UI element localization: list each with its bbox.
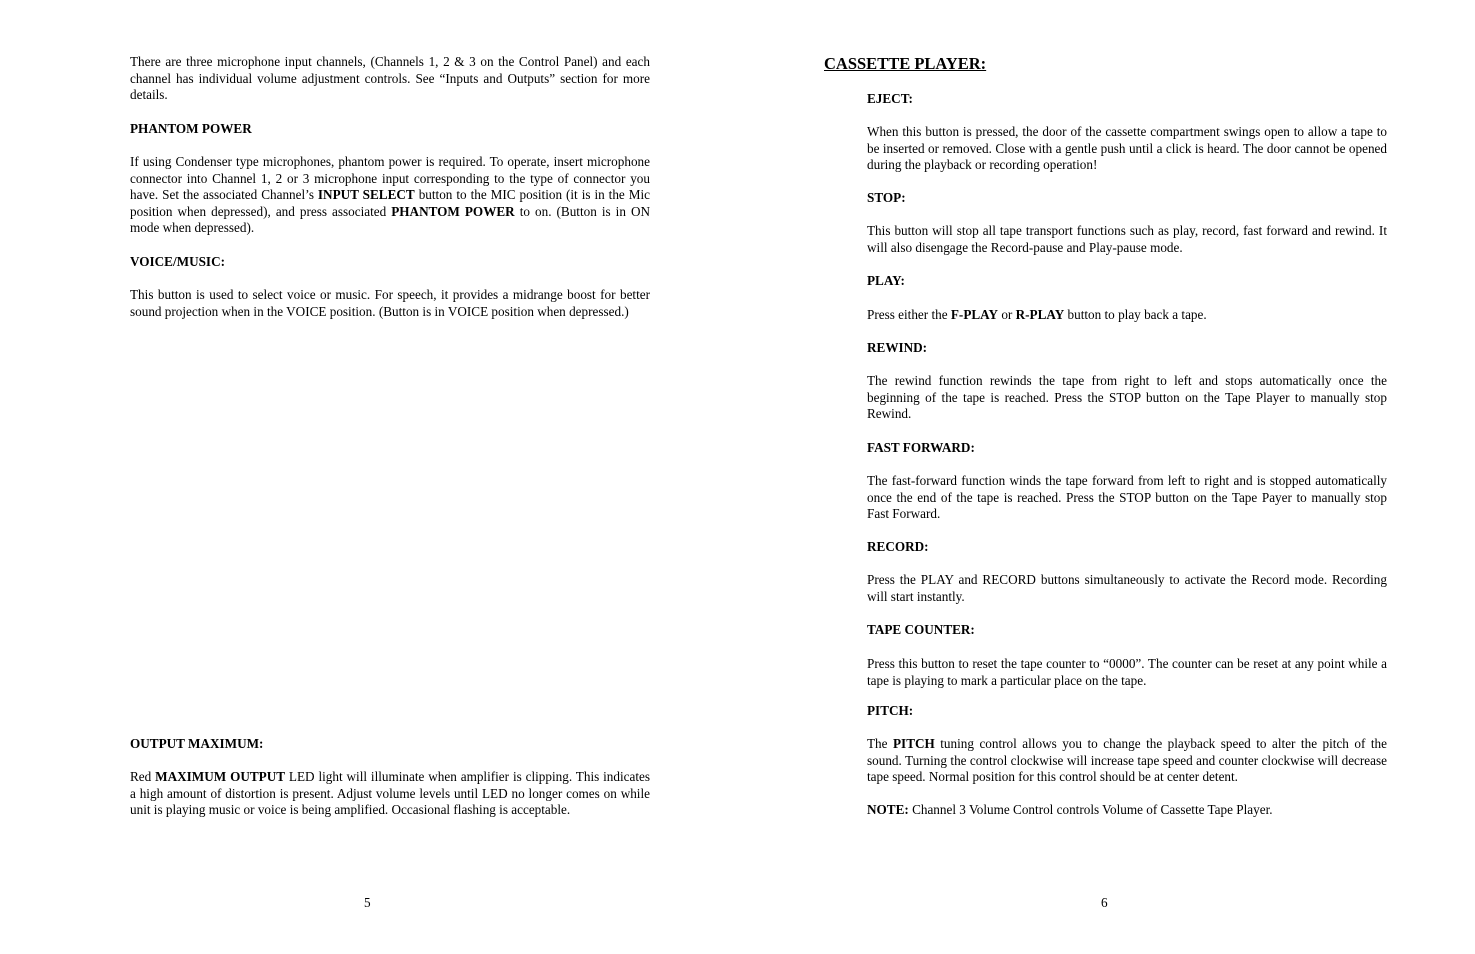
- f-play-term: F-PLAY: [950, 307, 999, 322]
- pitch-paragraph: The PITCH tuning control allows you to change the playback speed to alter the pitch of the sound. Turning the control clockwise will increase tape speed and counter clockwise will decrease tape speed. Normal position for this control should be at center detent.: [867, 736, 1387, 785]
- note-paragraph: NOTE: Channel 3 Volume Control controls Volume of Cassette Tape Player.: [867, 802, 1273, 817]
- output-maximum-paragraph: Red MAXIMUM OUTPUT LED light will illuminate when amplifier is clipping. This indicates a high amount of distortion is present. Adjust volume levels until LED no longer comes on while unit is playing music or voice is being amplified. Occasional flashing is acceptable.: [130, 769, 650, 818]
- maximum-output-term: MAXIMUM OUTPUT: [155, 769, 286, 784]
- r-play-term: R-PLAY: [1015, 307, 1065, 322]
- stop-paragraph: This button will stop all tape transport functions such as play, record, fast forward and rewind. It will also disengage the Record-pause and Play-pause mode.: [867, 223, 1387, 255]
- pitch-term: PITCH: [893, 736, 935, 751]
- rewind-paragraph: The rewind function rewinds the tape from right to left and stops automatically once the beginning of the tape is reached. Press the STOP button on the Tape Player to manually stop Rewind.: [867, 373, 1387, 422]
- record-heading: RECORD:: [867, 539, 929, 554]
- play-paragraph: Press either the F-PLAY or R-PLAY button to play back a tape.: [867, 307, 1207, 322]
- voice-music-paragraph: This button is used to select voice or music. For speech, it provides a midrange boost for better sound projection when in the VOICE position. (Button is in VOICE position when depressed.): [130, 287, 650, 319]
- phantom-power-term: PHANTOM POWER: [391, 203, 515, 219]
- intro-paragraph: There are three microphone input channels, (Channels 1, 2 & 3 on the Control Panel) and each channel has individual volume adjustment controls. See “Inputs and Outputs” section for more details.: [130, 54, 650, 103]
- phantom-power-heading: PHANTOM POWER: [130, 121, 252, 136]
- fast-forward-paragraph: The fast-forward function winds the tape forward from left to right and is stopped automatically once the end of the tape is reached. Press the STOP button on the Tape Payer to manually stop Fast Forward.: [867, 473, 1387, 522]
- stop-heading: STOP:: [867, 190, 906, 205]
- tape-counter-paragraph: Press this button to reset the tape counter to “0000”. The counter can be reset at any point while a tape is playing to mark a particular place on the tape.: [867, 656, 1387, 688]
- input-select-term: INPUT SELECT: [317, 187, 415, 203]
- eject-paragraph: When this button is pressed, the door of the cassette compartment swings open to allow a tape to be inserted or removed. Close with a gentle push until a click is heard. The door cannot be opened during the playback or recording operation!: [867, 124, 1387, 173]
- record-paragraph: Press the PLAY and RECORD buttons simultaneously to activate the Record mode. Recording will start instantly.: [867, 572, 1387, 604]
- fast-forward-heading: FAST FORWARD:: [867, 440, 975, 455]
- pitch-heading: PITCH:: [867, 703, 914, 718]
- play-heading: PLAY:: [867, 273, 905, 288]
- note-label: NOTE:: [867, 802, 909, 817]
- tape-counter-heading: TAPE COUNTER:: [867, 622, 975, 637]
- phantom-power-paragraph: If using Condenser type microphones, phantom power is required. To operate, insert microphone connector into Channel 1, 2 or 3 microphone input corresponding to the type of connector you have. Set the associated Channel’s INPUT SELECT button to the MIC position (it is in the Mic position when depressed), and press associated PHANTOM POWER to on. (Button is in ON mode when depressed).: [130, 154, 650, 236]
- voice-music-heading: VOICE/MUSIC:: [130, 254, 225, 269]
- rewind-heading: REWIND:: [867, 340, 928, 355]
- page-number-left: 5: [364, 895, 371, 910]
- output-maximum-heading: OUTPUT MAXIMUM:: [130, 736, 264, 751]
- eject-heading: EJECT:: [867, 91, 913, 106]
- cassette-player-title: CASSETTE PLAYER:: [824, 54, 987, 73]
- page-number-right: 6: [1101, 895, 1108, 910]
